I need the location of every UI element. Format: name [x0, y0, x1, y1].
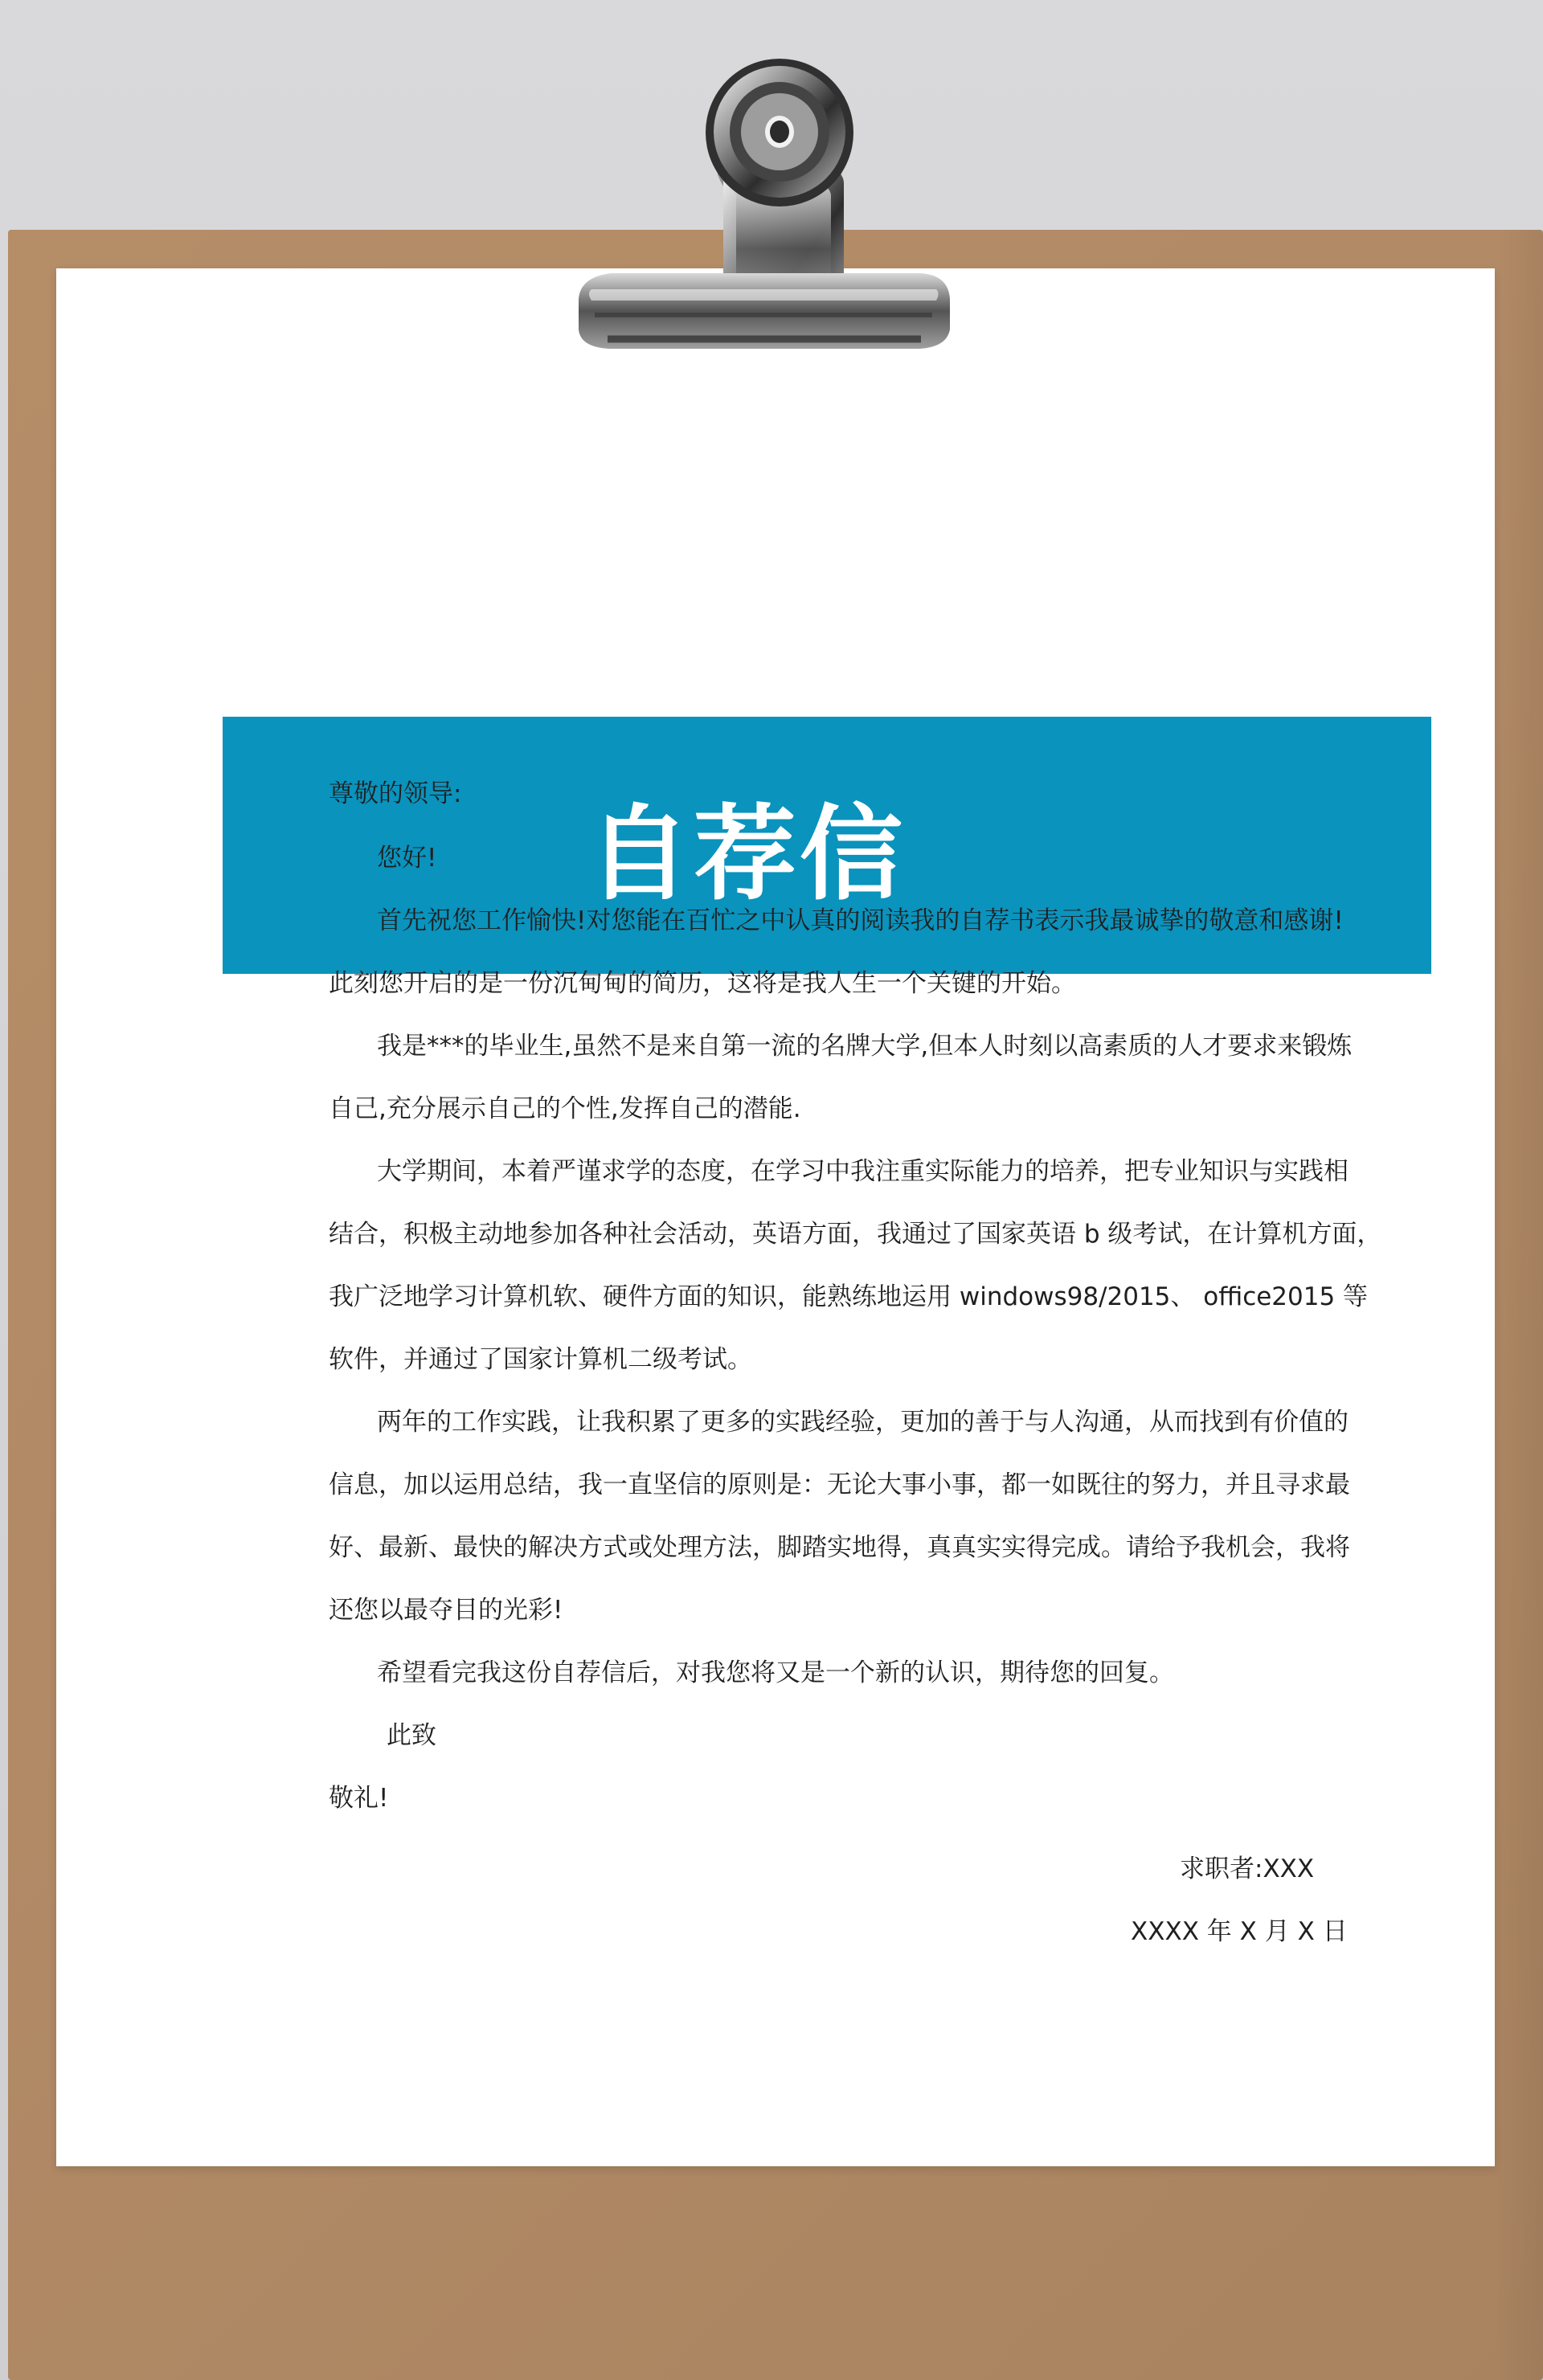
date-text: XXXX 年 X 月 X 日: [1131, 1917, 1348, 1946]
paragraph-3-line-1: 大学期间，本着严谨求学的态度，在学习中我注重实际能力的培养，把专业知识与实践相: [377, 1157, 1349, 1186]
paragraph-4-line-3: 好、最新、最快的解决方式或处理方法，脚踏实地得，真真实实得完成。请给予我机会，我将: [329, 1533, 1350, 1562]
paragraph-2-line-2: 自己,充分展示自己的个性,发挥自己的潜能.: [329, 1094, 801, 1123]
paragraph-2-line-1: 我是***的毕业生,虽然不是来自第一流的名牌大学,但本人时刻以高素质的人才要求来锻炼: [377, 1032, 1353, 1061]
signature-text: 求职者:XXX: [1180, 1855, 1315, 1883]
greeting-text: 尊敬的领导:: [329, 779, 462, 808]
closing-line-2: 敬礼!: [329, 1784, 389, 1813]
paragraph-3-line-3: 我广泛地学习计算机软、硬件方面的知识，能熟练地运用 windows98/2015、 office2015 等: [329, 1282, 1369, 1311]
paragraph-1-line-1: 首先祝您工作愉快!对您能在百忙之中认真的阅读我的自荐书表示我最诚挚的敬意和感谢!: [377, 906, 1344, 935]
paragraph-3-line-4: 软件，并通过了国家计算机二级考试。: [329, 1345, 752, 1374]
paper-sheet: [56, 268, 1495, 2166]
hello-text: 您好!: [377, 844, 437, 873]
closing-line-1: 此致: [387, 1721, 436, 1750]
paragraph-4-line-2: 信息，加以运用总结，我一直坚信的原则是：无论大事小事，都一如既往的努力，并且寻求最: [329, 1470, 1350, 1499]
paragraph-1-line-2: 此刻您开启的是一份沉甸甸的简历，这将是我人生一个关键的开始。: [329, 969, 1076, 998]
paragraph-4-line-4: 还您以最夺目的光彩!: [329, 1596, 563, 1625]
binder-clip-icon: [563, 48, 964, 362]
paragraph-4-line-1: 两年的工作实践，让我积累了更多的实践经验，更加的善于与人沟通，从而找到有价值的: [377, 1408, 1349, 1437]
page-title: 自荐信: [587, 795, 906, 914]
paragraph-3-line-2: 结合，积极主动地参加各种社会活动，英语方面，我通过了国家英语 b 级考试，在计算机方面，: [329, 1220, 1382, 1249]
paragraph-5-line-1: 希望看完我这份自荐信后，对我您将又是一个新的认识，期待您的回复。: [377, 1658, 1174, 1687]
